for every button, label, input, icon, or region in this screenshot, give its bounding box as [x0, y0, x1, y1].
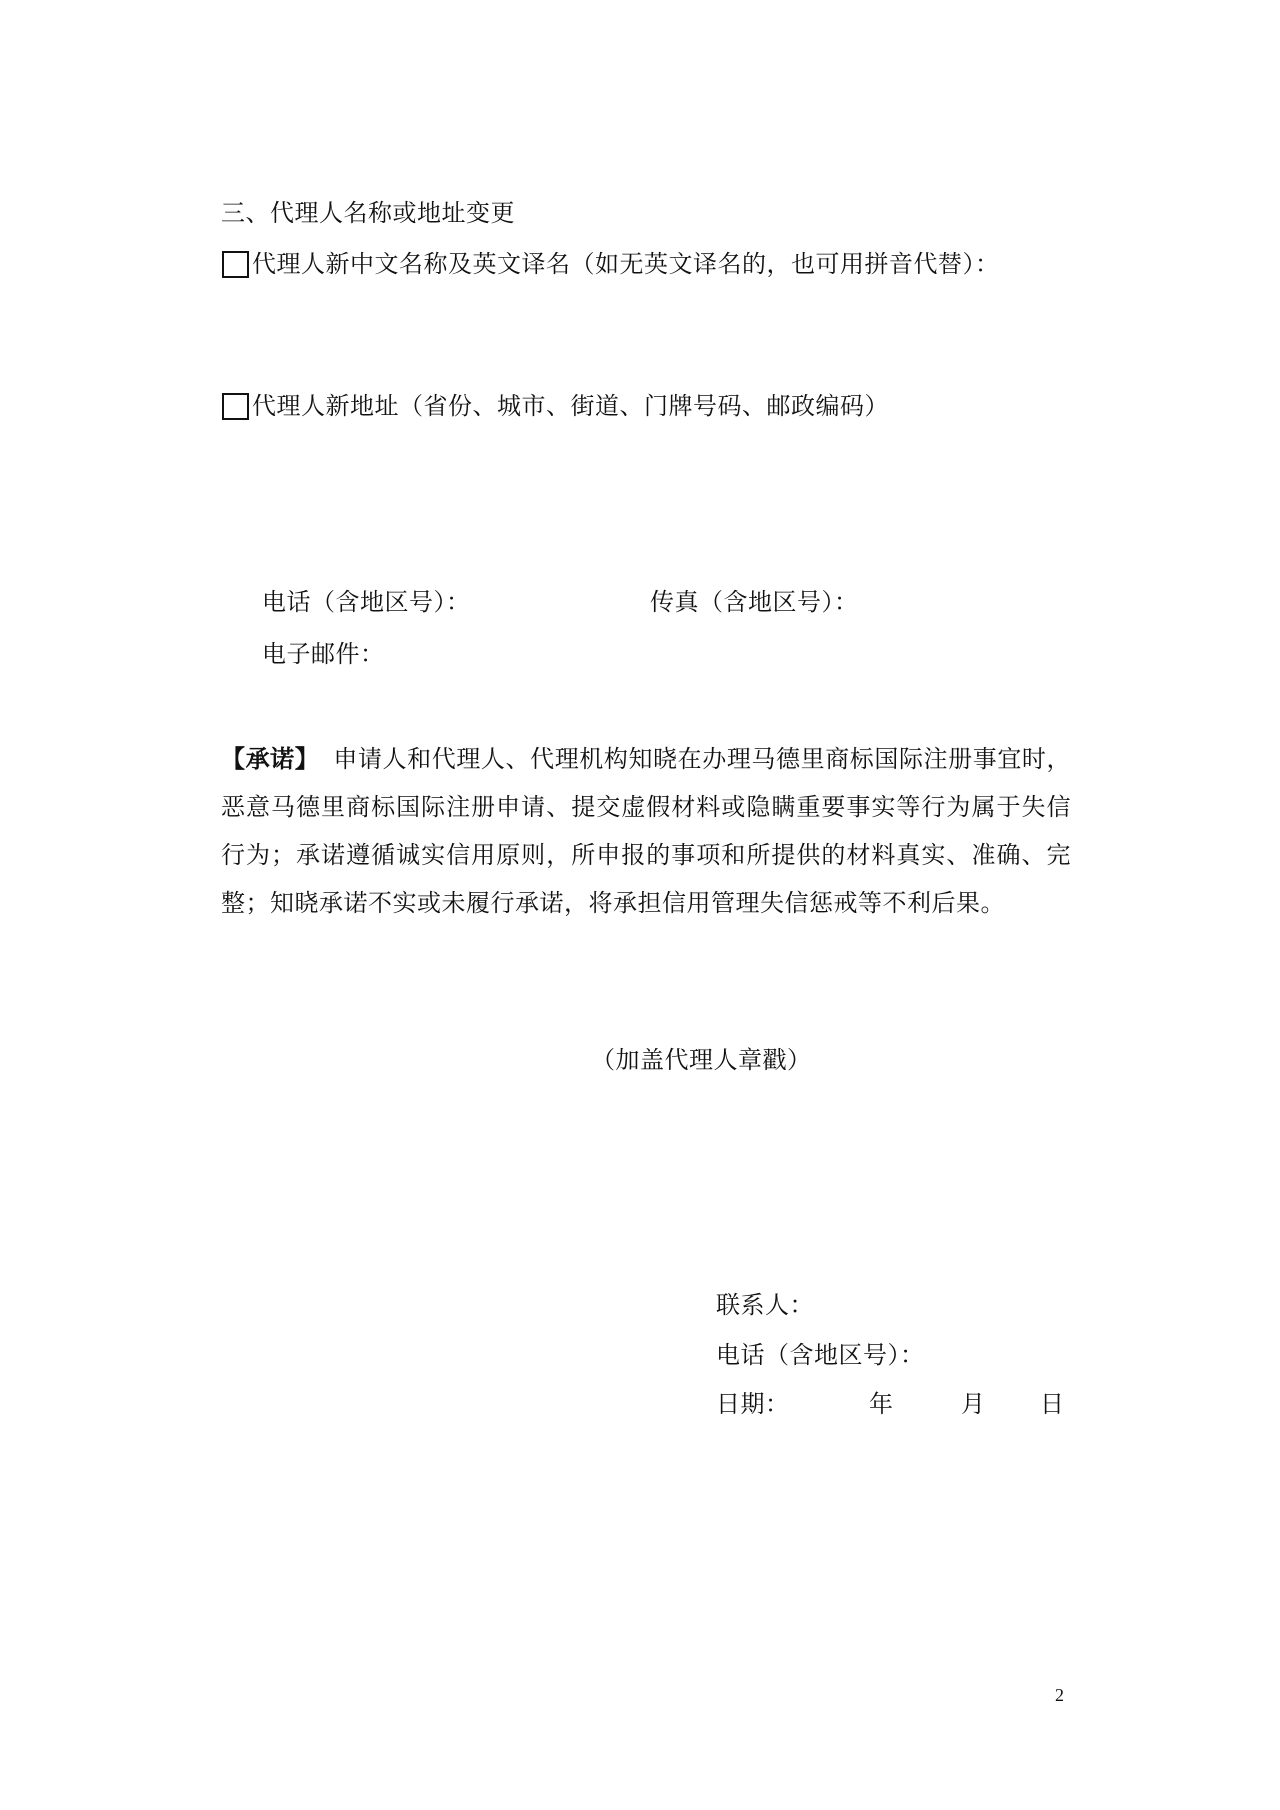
pledge-title: 【承诺】 — [221, 744, 320, 773]
new-name-checkbox[interactable] — [222, 251, 249, 278]
new-name-label: 代理人新中文名称及英文译名（如无英文译名的，也可用拼音代替）： — [252, 250, 1000, 278]
email-label: 电子邮件： — [262, 640, 385, 668]
pledge-paragraph — [221, 735, 1071, 927]
seal-note: （加盖代理人章戳） — [591, 1046, 812, 1074]
day-label: 日 — [1040, 1390, 1065, 1418]
month-label: 月 — [961, 1390, 986, 1418]
new-address-label: 代理人新地址（省份、城市、街道、门牌号码、邮政编码） — [252, 392, 889, 420]
phone-label: 电话（含地区号）： — [262, 588, 471, 616]
year-label: 年 — [869, 1390, 894, 1418]
fax-label: 传真（含地区号）： — [650, 588, 859, 616]
pledge-text: 申请人和代理人、代理机构知晓在办理马德里商标国际注册事宜时，恶意马德里商标国际注册申请、提交虚假材料或隐瞒重要事实等行为属于失信行为；承诺遵循诚实信用原则，所申报的事项和所提供的材料真实、准确、完整；知晓承诺不实或未履行承诺，将承担信用管理失信惩戒等不利后果。 — [221, 745, 1072, 917]
new-address-checkbox[interactable] — [222, 393, 249, 420]
date-label: 日期： — [716, 1390, 790, 1418]
section-heading: 三、代理人名称或地址变更 — [221, 199, 515, 227]
contact-label: 联系人： — [716, 1291, 814, 1319]
signature-phone-label: 电话（含地区号）： — [716, 1341, 925, 1369]
page-number: 2 — [1055, 1685, 1064, 1705]
